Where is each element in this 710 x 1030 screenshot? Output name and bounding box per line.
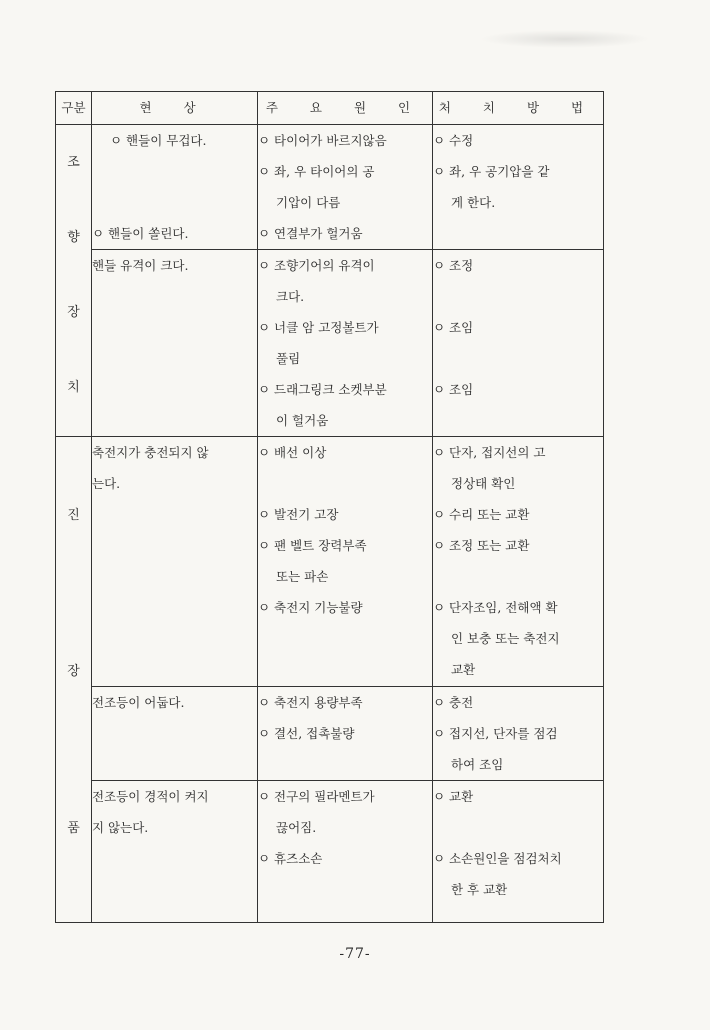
cause-cell xyxy=(258,687,433,781)
remedy-line: ㅇ 교환 xyxy=(433,789,474,804)
cause-line: ㅇ 드래그링크 소켓부분 xyxy=(258,382,387,397)
table-row xyxy=(56,250,604,437)
remedy-line: ㅇ 조정 또는 교환 xyxy=(433,538,530,553)
table-row xyxy=(56,125,604,250)
cause-line: ㅇ 축전지 용량부족 xyxy=(258,695,363,710)
cause-line: 기압이 다름 xyxy=(276,195,341,210)
remedy-line: ㅇ 수리 또는 교환 xyxy=(433,507,530,522)
cause-line: ㅇ 좌, 우 타이어의 공 xyxy=(258,164,375,179)
remedy-line: ㅇ 소손원인을 점검처치 xyxy=(433,851,562,866)
remedy-line: ㅇ 수정 xyxy=(433,133,474,148)
symptom-line: ㅇ 핸들이 쏠린다. xyxy=(92,226,189,241)
remedy-cell xyxy=(433,687,604,781)
spacer xyxy=(433,343,603,374)
remedy-line: ㅇ 조임 xyxy=(433,382,474,397)
remedy-line: 한 후 교환 xyxy=(451,882,508,897)
category-char: 품 xyxy=(67,821,80,837)
cause-line: ㅇ 조향기어의 유격이 xyxy=(258,258,375,273)
cause-line: ㅇ 연결부가 헐거움 xyxy=(258,226,363,241)
cause-line: ㅇ 발전기 고장 xyxy=(258,507,339,522)
remedy-cell xyxy=(433,125,604,250)
remedy-line: ㅇ 단자, 접지선의 고 xyxy=(433,445,546,460)
table-row xyxy=(56,687,604,781)
table-row xyxy=(56,437,604,687)
remedy-line: ㅇ 충전 xyxy=(433,695,474,710)
symptom-cell xyxy=(92,687,258,781)
cause-line: ㅇ 너클 암 고정볼트가 xyxy=(258,320,379,335)
cause-cell xyxy=(258,250,433,437)
symptom-cell xyxy=(92,781,258,923)
troubleshooting-table xyxy=(55,91,604,923)
symptom-cell xyxy=(92,250,258,437)
remedy-line: ㅇ 조임 xyxy=(433,320,474,335)
table-row xyxy=(56,781,604,923)
category-char: 치 xyxy=(67,380,80,395)
spacer xyxy=(258,468,432,499)
category-char: 향 xyxy=(67,230,80,245)
remedy-cell xyxy=(433,781,604,923)
remedy-line: ㅇ 접지선, 단자를 점검 xyxy=(433,726,558,741)
symptom-line: 전조등이 경적이 켜지 xyxy=(92,789,209,804)
scan-smudge xyxy=(480,30,650,48)
symptom-cell xyxy=(92,125,258,250)
cause-line: 풀림 xyxy=(276,351,301,366)
cause-line: ㅇ 결선, 접촉불량 xyxy=(258,726,355,741)
remedy-line: ㅇ 조정 xyxy=(433,258,474,273)
cause-line: 끊어짐. xyxy=(276,820,317,835)
category-char: 조 xyxy=(67,155,80,170)
cause-line: ㅇ 타이어가 바르지않음 xyxy=(258,133,387,148)
cause-line: ㅇ 팬 벨트 장력부족 xyxy=(258,538,367,553)
cause-cell xyxy=(258,781,433,923)
remedy-line: 정상태 확인 xyxy=(451,476,516,491)
category-steering xyxy=(56,125,92,437)
cause-line: 크다. xyxy=(276,289,305,304)
cause-line: ㅇ 축전지 기능불량 xyxy=(258,600,363,615)
cause-line: 이 헐거움 xyxy=(276,413,329,428)
spacer xyxy=(92,156,257,187)
symptom-line: 축전지가 충전되지 않 xyxy=(92,445,209,460)
symptom-line: ㅇ 핸들이 무겁다. xyxy=(110,133,207,148)
remedy-line: ㅇ 좌, 우 공기압을 같 xyxy=(433,164,550,179)
header-category: 구분 xyxy=(56,92,92,125)
remedy-line: 게 한다. xyxy=(451,195,496,210)
symptom-line: 는다. xyxy=(92,476,121,491)
cause-cell xyxy=(258,125,433,250)
category-char: 장 xyxy=(67,305,80,320)
spacer xyxy=(433,561,603,592)
remedy-line: ㅇ 단자조임, 전해액 확 xyxy=(433,600,558,615)
symptom-cell xyxy=(92,437,258,687)
remedy-line: 인 보충 또는 축전지 xyxy=(451,631,560,646)
symptom-line: 지 않는다. xyxy=(92,820,149,835)
remedy-line: 교환 xyxy=(451,662,476,677)
cause-line: 또는 파손 xyxy=(276,569,329,584)
cause-line: ㅇ 배선 이상 xyxy=(258,445,327,460)
remedy-cell xyxy=(433,250,604,437)
category-char: 장 xyxy=(67,664,80,680)
cause-line: ㅇ 전구의 필라멘트가 xyxy=(258,789,375,804)
header-symptom: 현 상 xyxy=(92,92,258,125)
cause-cell xyxy=(258,437,433,687)
remedy-cell xyxy=(433,437,604,687)
symptom-line: 핸들 유격이 크다. xyxy=(92,258,189,273)
page-number: -77- xyxy=(339,946,371,962)
cause-line: ㅇ 휴즈소손 xyxy=(258,851,323,866)
spacer xyxy=(92,187,257,218)
spacer xyxy=(433,812,603,843)
header-remedy: 처 치 방 법 xyxy=(433,92,604,125)
symptom-line: 전조등이 어둡다. xyxy=(92,695,185,710)
category-accessories xyxy=(56,437,92,923)
category-char: 진 xyxy=(67,507,80,523)
header-cause: 주 요 원 인 xyxy=(258,92,433,125)
spacer xyxy=(433,281,603,312)
remedy-line: 하여 조임 xyxy=(451,757,504,772)
header-row xyxy=(56,92,604,125)
